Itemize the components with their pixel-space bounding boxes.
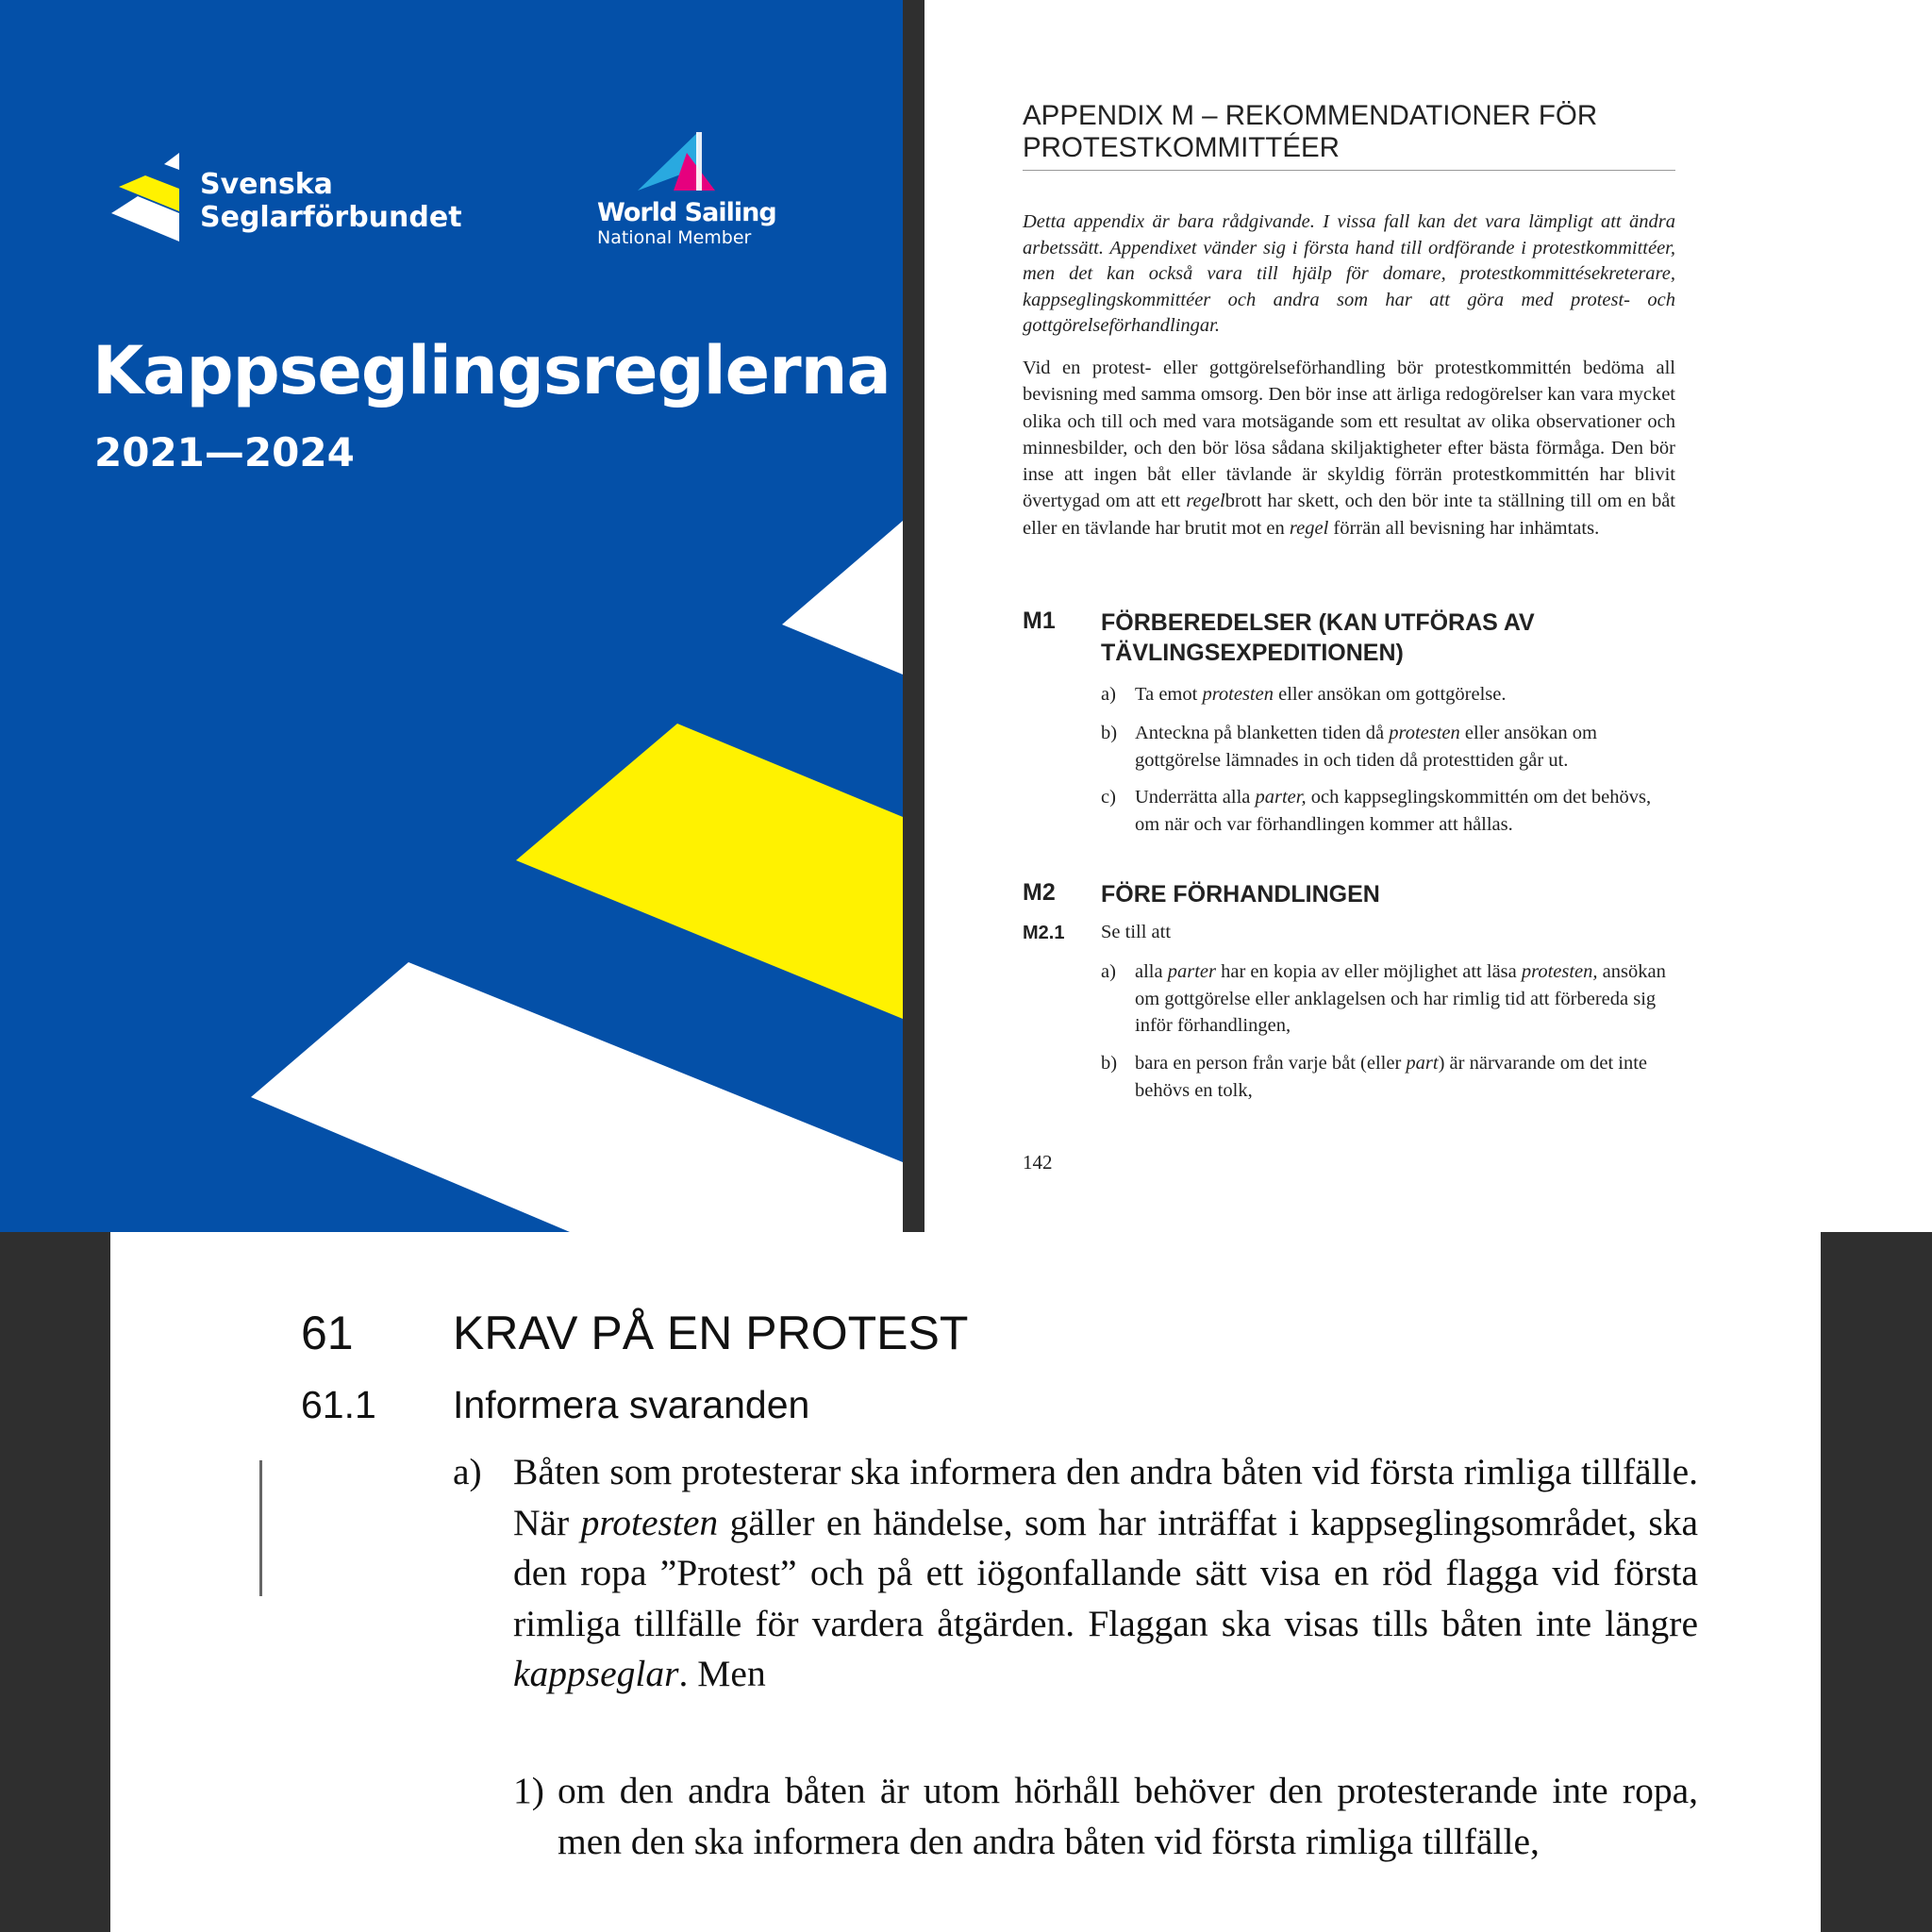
cover-yellow-stripe [516, 724, 903, 1019]
m1-item-b: b) Anteckna på blanketten tiden då protesten eller ansökan om gottgörelse lämnades in och tiden då protesttiden går ut. [1101, 723, 1597, 771]
world-sailing-name: World Sailing [597, 198, 776, 227]
m2-item-a: a) alla parter har en kopia av eller möjlighet att läsa protesten, ansökan om gottgörelse eller anklagelsen och har rimlig tid att förbereda sig inför förhandlingen, [1101, 961, 1666, 1036]
section-m1-number: M1 [1023, 608, 1056, 634]
cover-white-stripe [251, 962, 903, 1232]
appendix-page [924, 0, 1932, 1232]
rule-title: KRAV PÅ EN PROTEST [453, 1307, 969, 1359]
rule-item-1: 1) om den andra båten är utom hörhåll behöver den protesterande inte ropa, men den ska informera den andra båten vid första rimliga tillfälle, [513, 1770, 1698, 1862]
page-number: 142 [1023, 1151, 1053, 1174]
rule-page [110, 1232, 1821, 1932]
brand-name-line2: Seglarförbundet [200, 201, 462, 234]
cover-page [0, 0, 903, 1232]
cover-white-triangle [782, 521, 903, 675]
brand-name [200, 168, 462, 234]
change-bar [259, 1460, 262, 1596]
appendix-intro: Detta appendix är bara rådgivande. I vissa fall kan det vara lämpligt att ändra arbetssätt. Appendixet vänder sig i första hand till ordförande i protestkommittéer, men det kan också vara till hjälp för domare, protestkommittésekreterare, kappseglingskommittéer och andra som har att göra med protest- och gottgörelseförhandlingar. [1023, 211, 1675, 336]
world-sailing-subtitle: National Member [597, 227, 752, 248]
rule-item-a: a) Båten som protesterar ska informera den andra båten vid första rimliga tillfälle. När protesten gäller en händelse, som har inträffat i kappseglingsområdet, ska den ropa ”Protest” och på ett iögonfallande sätt visa en röd flagga vid första rimliga tillfälle för vardera åtgärden. Flaggan ska visas tills båten inte längre kappseglar. Men [453, 1451, 1698, 1694]
appendix-body: Vid en protest- eller gottgörelseförhandling bör protestkommittén bedöma all bevisning med samma omsorg. Den bör inse att ärliga redogörelser kan vara mycket olika och till och med vara motsägande som ett resultat av olika observationer och minnesbilder, och den bör lösa sådana skiljaktigheter efter bästa förmåga. Den bör inse att ingen båt eller tävlande är skyldig förrän protestkommittén har blivit övertygad om att ett regelbrott har skett, och den bör inte ta ställning till om en båt eller en tävlande har brutit mot en regel förrän all bevisning har inhämtats. [1023, 358, 1675, 539]
cover-title: Kappseglingsreglerna [92, 332, 891, 409]
svenska-seglarforbundet-logo-icon [111, 153, 187, 243]
rule-sub-title: Informera svaranden [453, 1383, 810, 1426]
m1-item-c: c) Underrätta alla parter, och kappseglingskommittén om det behövs, om när och var förhandlingen kommer att hållas. [1101, 787, 1652, 835]
section-m2-title: FÖRE FÖRHANDLINGEN [1101, 881, 1380, 908]
rule-sub-number: 61.1 [301, 1383, 376, 1426]
section-m2-1-number: M2.1 [1023, 923, 1065, 943]
world-sailing-logo-icon [632, 132, 717, 194]
rule-number: 61 [301, 1307, 354, 1359]
section-m1-title: FÖRBEREDELSER (KAN UTFÖRAS AV TÄVLINGSEXPEDITIONEN) [1101, 609, 1535, 666]
brand-name-line1: Svenska [200, 168, 333, 201]
section-m2-number: M2 [1023, 879, 1056, 906]
m2-item-b: b) bara en person från varje båt (eller part) är närvarande om det inte behövs en tolk, [1101, 1053, 1648, 1101]
cover-years: 2021—2024 [94, 429, 355, 475]
m1-item-a: a) Ta emot protesten eller ansökan om gottgörelse. [1101, 684, 1507, 705]
title-divider [1023, 170, 1675, 171]
appendix-title: APPENDIX M – REKOMMENDATIONER FÖR PROTESTKOMMITTÉER [1023, 100, 1598, 163]
section-m2-1-text: Se till att [1101, 922, 1172, 942]
